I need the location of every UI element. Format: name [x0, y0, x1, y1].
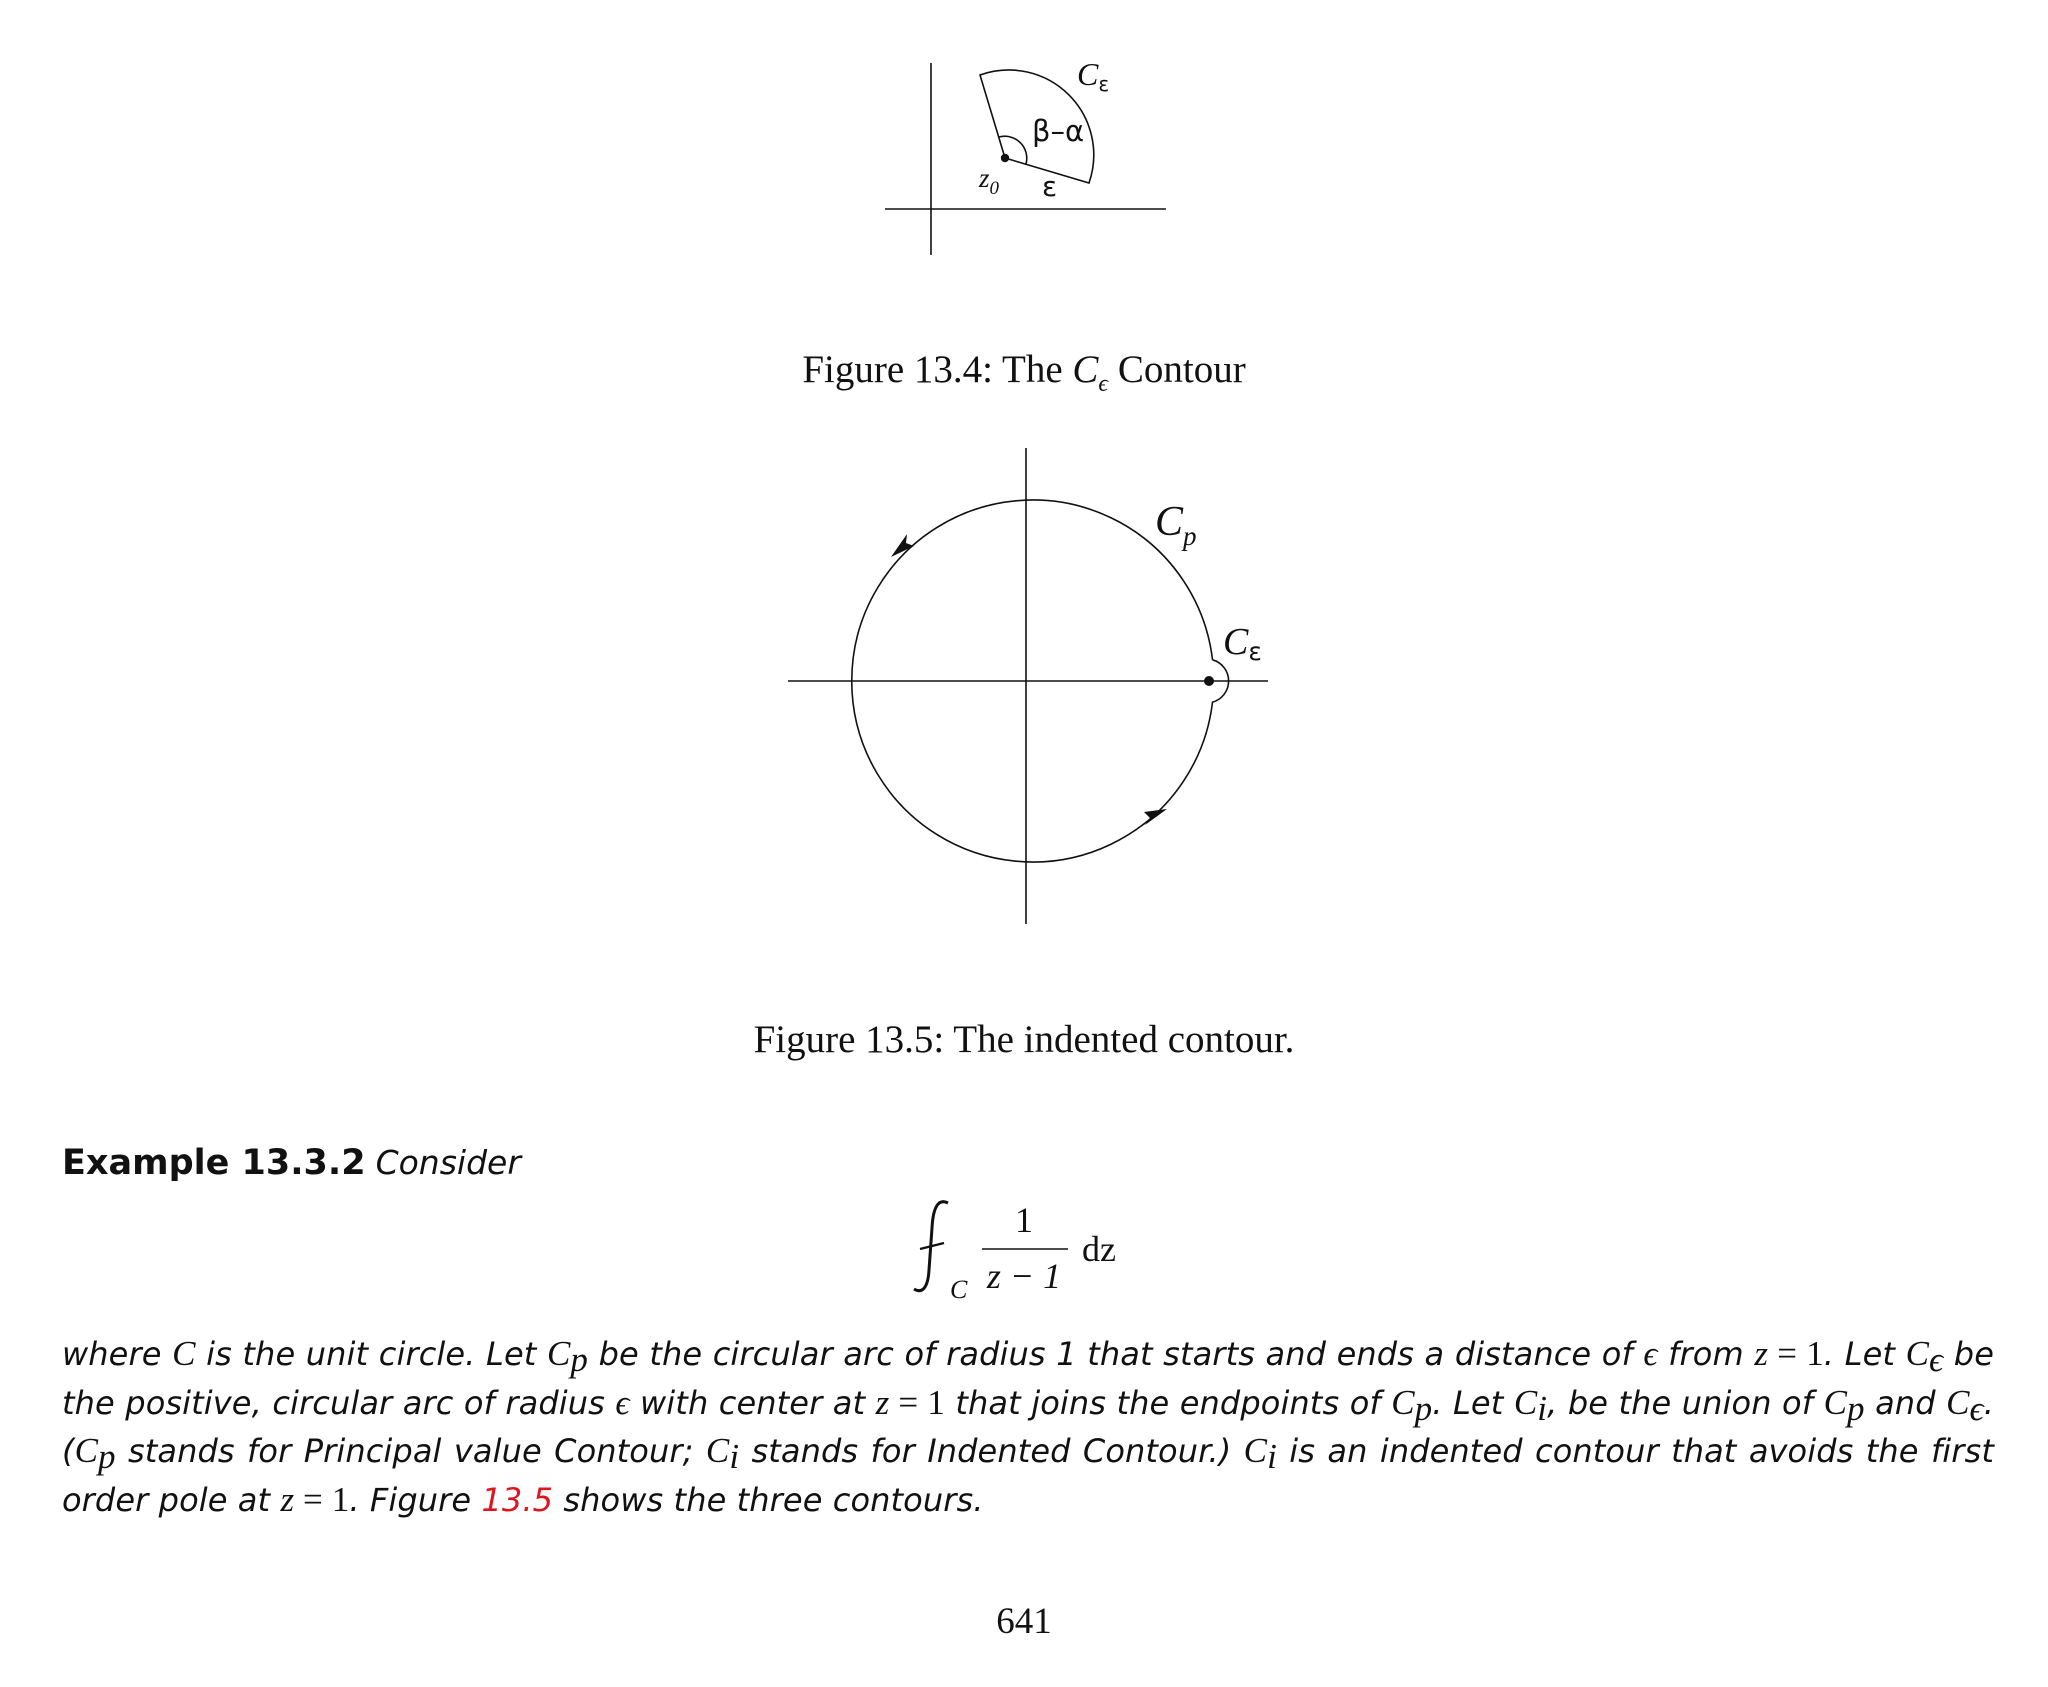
figure-13-5-caption: Figure 13.5: The indented contour. [753, 1018, 1295, 1061]
denominator: z − 1 [986, 1256, 1062, 1296]
c-eps-label: Cε [1077, 56, 1110, 96]
z0-label: $z_0$ [979, 163, 1000, 199]
contour-subscript: C [950, 1275, 968, 1304]
differential: dz [1082, 1229, 1116, 1269]
angle-label: β–α [1032, 114, 1085, 148]
arrow-lower-right [1144, 809, 1167, 825]
contour-integral-equation [900, 1188, 1160, 1308]
example-number: Example 13.3.2 [62, 1143, 366, 1183]
example-lead: Consider [375, 1143, 521, 1182]
z0-point [1001, 154, 1009, 162]
figure-reference-link[interactable]: 13.5 [481, 1480, 554, 1519]
example-heading [62, 1143, 521, 1183]
figure-13-5-diagram [780, 440, 1300, 930]
figure-13-4-diagram [870, 55, 1190, 265]
c-eps-label: Cε [1223, 621, 1262, 666]
page-number: 641 [996, 1601, 1052, 1642]
caption-prefix: Figure 13.4: The [802, 348, 1073, 391]
numerator: 1 [1015, 1200, 1033, 1240]
pole-point [1204, 676, 1214, 686]
figure-13-4-caption [0, 347, 2048, 398]
epsilon-radius-label: ε [1042, 170, 1058, 203]
example-paragraph: where C is the unit circle. Let $C_p$ be the circular arc of radius 1 that starts and ends a distance of ϵ from z = 1. Let $C_\epsilon$ be the positive, circular arc of radius ϵ with center at z = 1 that joins the endpoints of $C_p$. Let $C_i$, be the union of $C_p$ and $C_\epsilon$. ($C_p$ stands for Principal value Contour; $C_i$ stands for Indented Contour.) $C_i$ is an indented contour that avoids the first order pole at z = 1. Figure 13.5 shows the three contours. [62, 1334, 1995, 1519]
caption-symbol-sub: ϵ [1098, 370, 1109, 397]
cp-label: $C_p$ [1155, 499, 1197, 551]
caption-suffix: Contour [1108, 348, 1246, 391]
arrow-upper-left [891, 534, 914, 557]
caption-symbol: C [1072, 348, 1099, 391]
